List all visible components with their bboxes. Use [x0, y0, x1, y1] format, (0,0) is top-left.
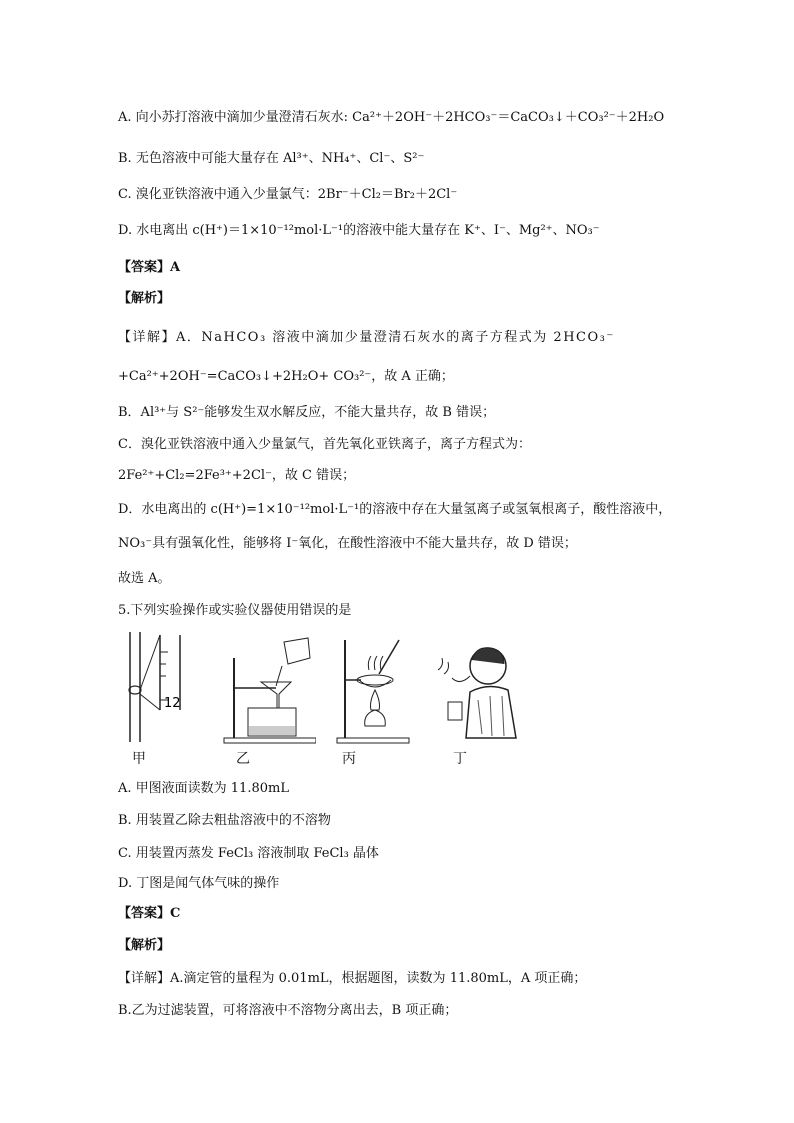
- q5-option-a: A. 甲图液面读数为 11.80mL: [118, 781, 289, 796]
- q5-detail-line-2: B.乙为过滤装置，可将溶液中不溶物分离出去，B 项正确；: [118, 1003, 458, 1018]
- smelling-figure: [430, 630, 530, 745]
- q4-detail-line-1: 【详解】A．NaHCO₃ 溶液中滴加少量澄清石灰水的离子方程式为 2HCO₃⁻: [118, 330, 615, 345]
- q5-answer: 【答案】C: [118, 906, 181, 921]
- q5-analysis-heading: 【解析】: [118, 938, 171, 953]
- q4-option-b: B. 无色溶液中可能大量存在 Al³⁺、NH₄⁺、Cl⁻、S²⁻: [118, 151, 425, 166]
- q5-figures: [118, 630, 538, 770]
- q4-option-c: C. 溴化亚铁溶液中通入少量氯气：2Br⁻＋Cl₂＝Br₂＋2Cl⁻: [118, 187, 458, 202]
- figure-label-bing: 丙: [342, 751, 356, 767]
- q4-detail-line-2: +Ca²⁺+2OH⁻=CaCO₃↓+2H₂O+ CO₃²⁻，故 A 正确；: [118, 369, 454, 384]
- q4-answer: 【答案】A: [118, 260, 181, 275]
- q4-option-d: D. 水电离出 c(H⁺)＝1×10⁻¹²mol·L⁻¹的溶液中能大量存在 K⁺、I⁻、Mg²⁺、NO₃⁻: [118, 223, 600, 238]
- q4-conclusion: 故选 A。: [118, 571, 171, 586]
- q4-option-a: A. 向小苏打溶液中滴加少量澄清石灰水: Ca²⁺＋2OH⁻＋2HCO₃⁻＝CaCO₃↓＋CO₃²⁻＋2H₂O: [118, 110, 665, 125]
- evaporation-figure: [333, 630, 413, 745]
- figure-label-yi: 乙: [236, 751, 250, 767]
- burette-mark: 12: [164, 696, 181, 711]
- q5-stem: 5.下列实验操作或实验仪器使用错误的是: [118, 603, 352, 618]
- q4-analysis-heading: 【解析】: [118, 291, 171, 306]
- q4-detail-line-6: D．水电离出的 c(H⁺)=1×10⁻¹²mol·L⁻¹的溶液中存在大量氢离子或氢氧根离子，酸性溶液中，: [118, 502, 672, 517]
- q5-option-b: B. 用装置乙除去粗盐溶液中的不溶物: [118, 813, 331, 828]
- q5-detail-line-1: 【详解】A.滴定管的量程为 0.01mL，根据题图，读数为 11.80mL，A 项正确；: [118, 971, 587, 986]
- burette-figure: [120, 630, 190, 745]
- q4-detail-line-5: 2Fe²⁺+Cl₂=2Fe³⁺+2Cl⁻，故 C 错误；: [118, 468, 356, 483]
- q5-option-c: C. 用装置丙蒸发 FeCl₃ 溶液制取 FeCl₃ 晶体: [118, 846, 379, 861]
- q4-detail-line-4: C．溴化亚铁溶液中通入少量氯气，首先氧化亚铁离子，离子方程式为：: [118, 437, 531, 452]
- q4-detail-line-7: NO₃⁻具有强氧化性，能够将 I⁻氧化，在酸性溶液中不能大量共存，故 D 错误；: [118, 536, 577, 551]
- q4-detail-line-3: B．Al³⁺与 S²⁻能够发生双水解反应，不能大量共存，故 B 错误；: [118, 405, 496, 420]
- figure-label-jia: 甲: [132, 751, 146, 767]
- q5-option-d: D. 丁图是闻气体气味的操作: [118, 876, 280, 891]
- figure-label-ding: 丁: [453, 751, 467, 767]
- filtration-figure: [216, 630, 316, 745]
